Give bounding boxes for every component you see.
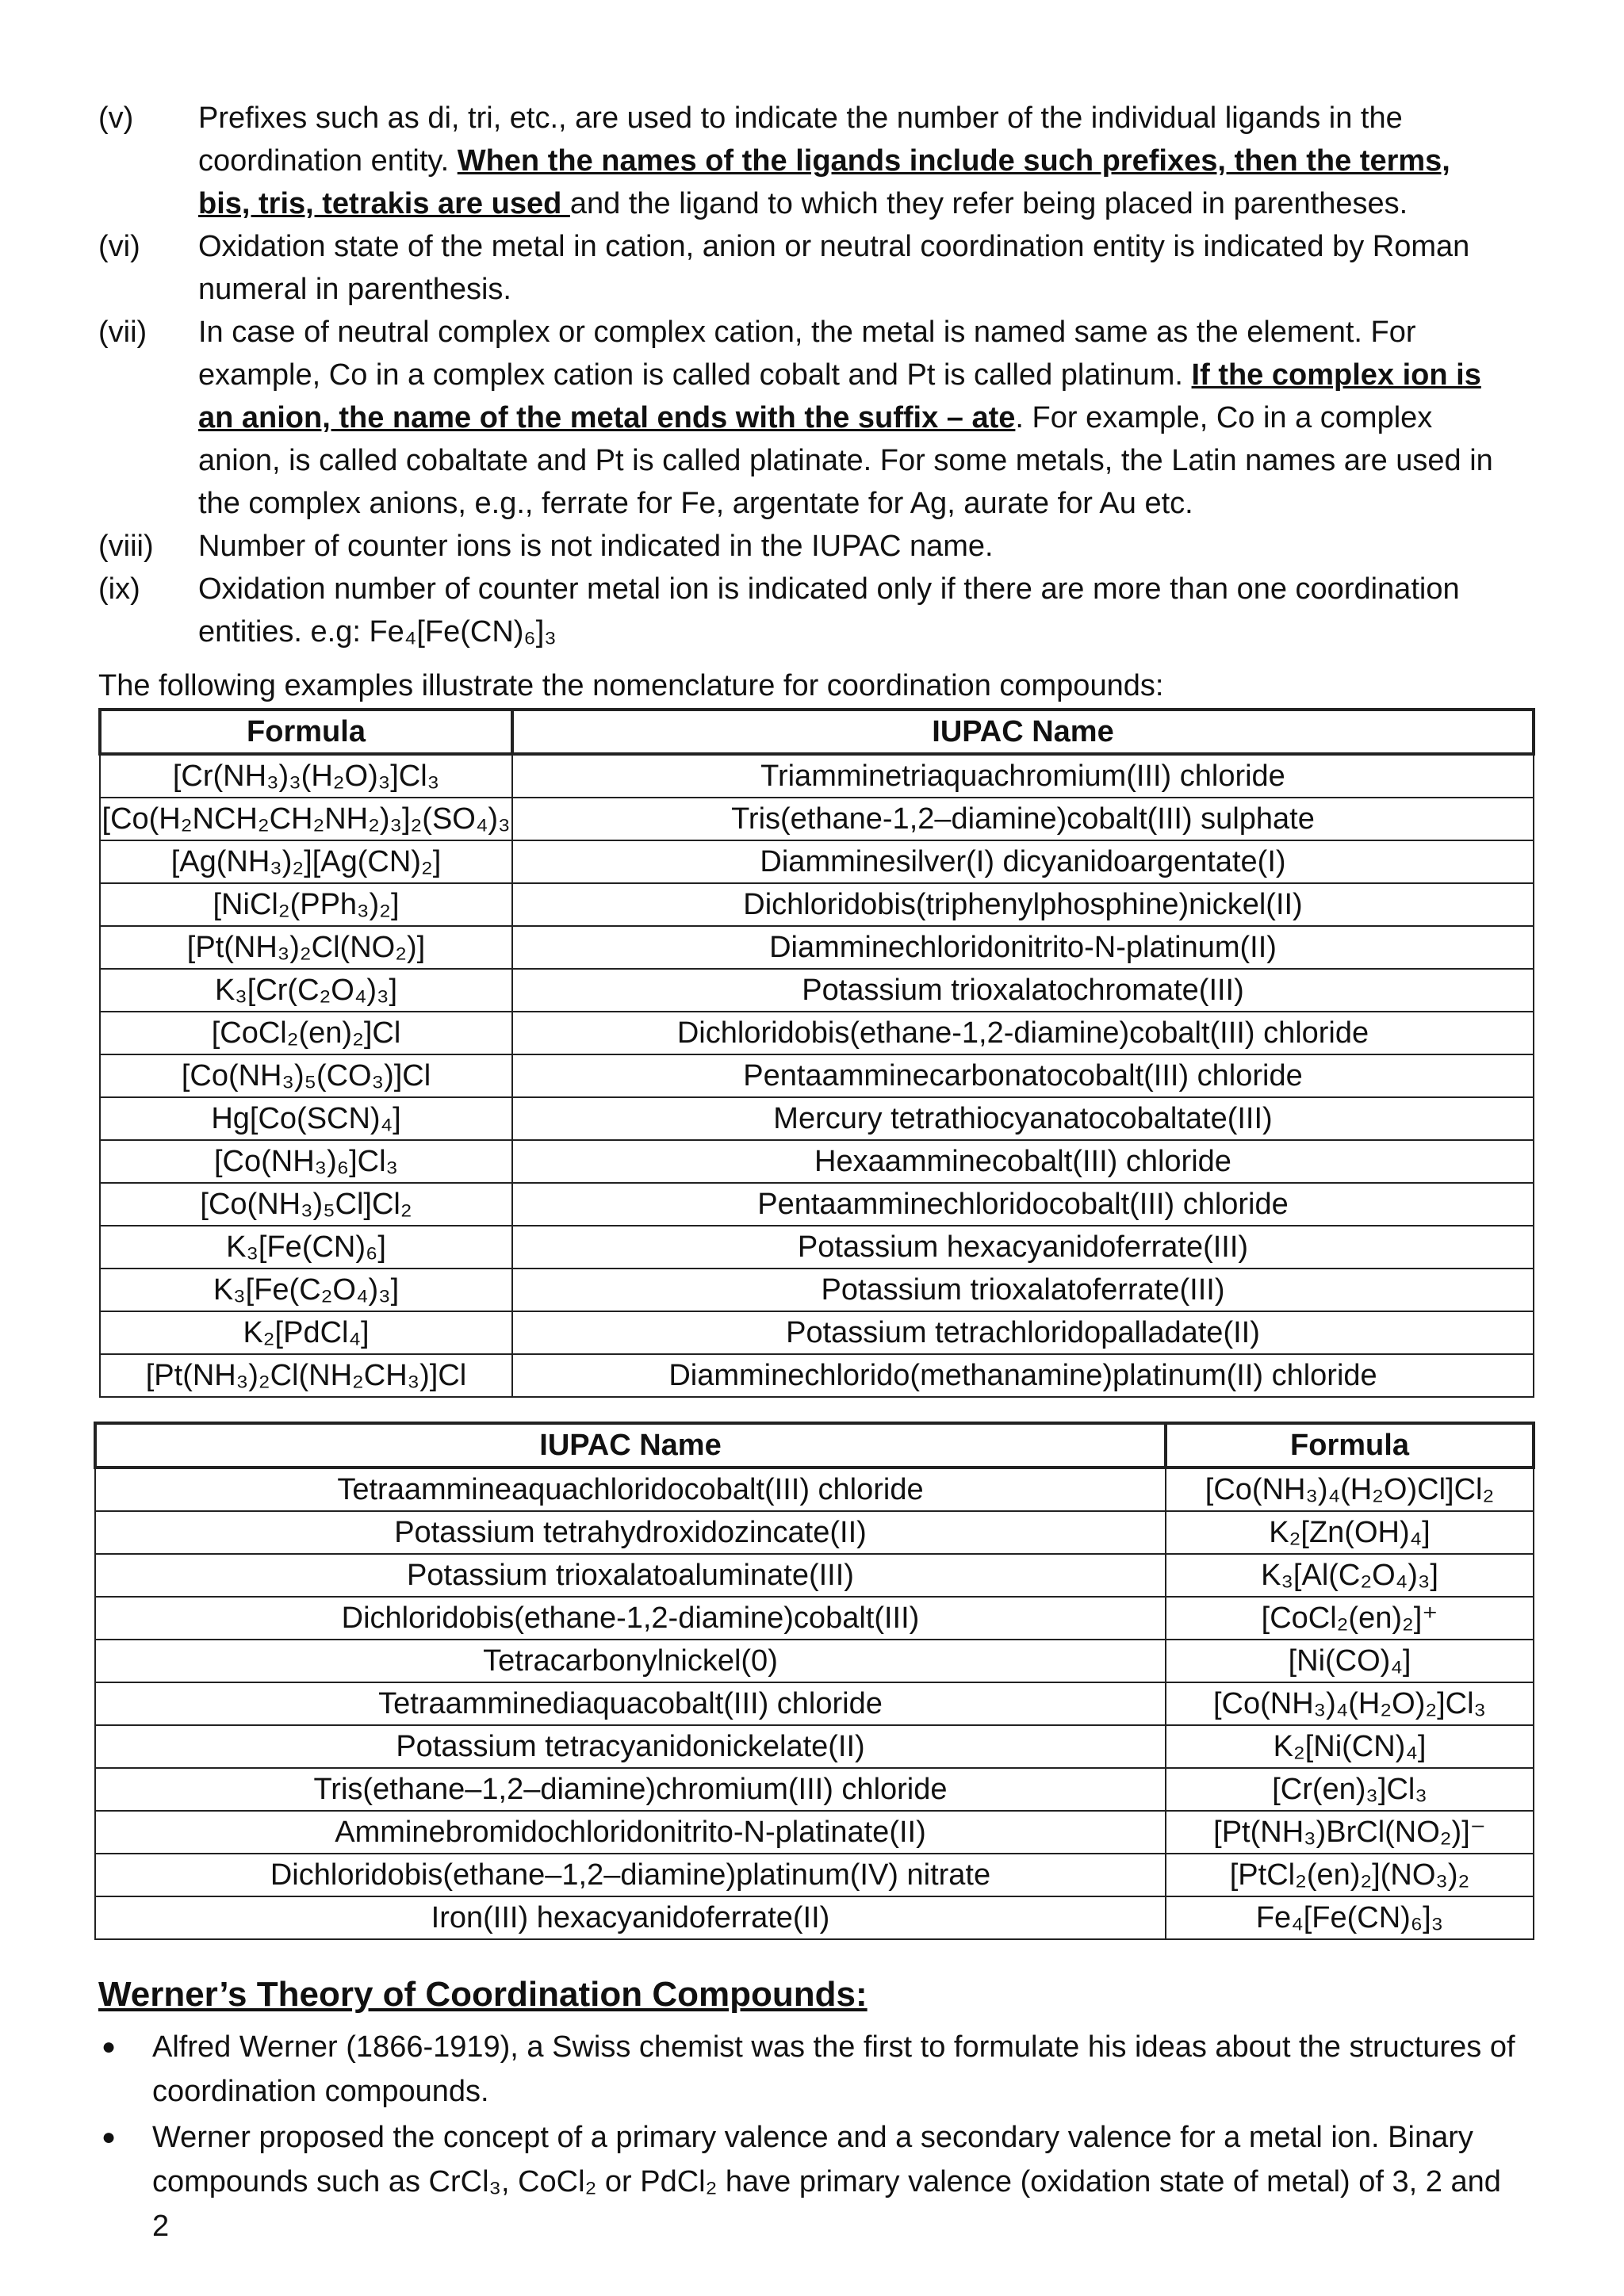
table-cell: K₃[Al(C₂O₄)₃]: [1166, 1554, 1534, 1597]
table-cell: [CoCl₂(en)₂]Cl: [100, 1012, 512, 1054]
table-cell: [Co(NH₃)₅Cl]Cl₂: [100, 1183, 512, 1226]
table-body: [95, 1468, 1534, 1939]
rule-number: (ix): [98, 572, 140, 606]
table-cell: [Pt(NH₃)₂Cl(NO₂)]: [100, 926, 512, 969]
table-row: [100, 1140, 1534, 1183]
table-cell: Hexaamminecobalt(III) chloride: [512, 1140, 1534, 1183]
table-cell: [PtCl₂(en)₂](NO₃)₂: [1166, 1854, 1534, 1896]
rule-number: (v): [98, 101, 134, 135]
table-row: [100, 1226, 1534, 1269]
rule-text: Oxidation state of the metal in cation, anion or neutral coordination entity is indicated by Roman numeral in parenthesis.: [198, 230, 1470, 306]
table-row: [100, 840, 1534, 883]
table-row: [100, 883, 1534, 926]
rule-item: [98, 311, 1510, 525]
table-cell: [Co(NH₃)₆]Cl₃: [100, 1140, 512, 1183]
rule-item: [98, 225, 1510, 311]
table-cell: Potassium trioxalatoferrate(III): [512, 1269, 1534, 1311]
emphasized-text: When the names of the ligands include such prefixes, then the terms, bis, tris, tetrakis are used: [198, 144, 1450, 220]
emphasized-text: If the complex ion is an anion, the name of the metal ends with the suffix – ate: [198, 358, 1481, 434]
table-cell: K₃[Cr(C₂O₄)₃]: [100, 969, 512, 1012]
table-cell: Potassium trioxalatoaluminate(III): [95, 1554, 1166, 1597]
table-cell: Iron(III) hexacyanidoferrate(II): [95, 1896, 1166, 1939]
table-row: [95, 1511, 1534, 1554]
table-row: [100, 1097, 1534, 1140]
table-cell: [Pt(NH₃)BrCl(NO₂)]⁻: [1166, 1811, 1534, 1854]
table-row: [100, 1183, 1534, 1226]
table-cell: K₃[Fe(C₂O₄)₃]: [100, 1269, 512, 1311]
table-row: [100, 1054, 1534, 1097]
table-row: [100, 754, 1534, 798]
table-cell: Diamminechlorido(methanamine)platinum(II) chloride: [512, 1354, 1534, 1397]
bullet-text: Alfred Werner (1866-1919), a Swiss chemist was the first to formulate his ideas about the structures of coordination compounds.: [152, 2030, 1515, 2108]
table-cell: [Cr(en)₃]Cl₃: [1166, 1768, 1534, 1811]
table-cell: Tris(ethane–1,2–diamine)chromium(III) chloride: [95, 1768, 1166, 1811]
table-cell: Amminebromidochloridonitrito-N-platinate(II): [95, 1811, 1166, 1854]
table-row: [100, 1354, 1534, 1397]
bullet-icon: ●: [102, 2034, 117, 2060]
table-cell: Tetraamminediaquacobalt(III) chloride: [95, 1682, 1166, 1725]
column-header-iupac-name: IUPAC Name: [95, 1423, 1166, 1468]
name-to-formula-table: [94, 1422, 1535, 1940]
table-cell: Tetraammineaquachloridocobalt(III) chloride: [95, 1468, 1166, 1511]
table-cell: Potassium trioxalatochromate(III): [512, 969, 1534, 1012]
table-row: [100, 798, 1534, 840]
table-cell: Tris(ethane-1,2–diamine)cobalt(III) sulphate: [512, 798, 1534, 840]
table-row: [95, 1811, 1534, 1854]
table-row: [95, 1682, 1534, 1725]
table-row: [100, 969, 1534, 1012]
table-row: [95, 1468, 1534, 1511]
table-cell: Potassium tetracyanidonickelate(II): [95, 1725, 1166, 1768]
rule-item: [98, 525, 1510, 568]
rule-item: [98, 97, 1510, 225]
table-row: [100, 1269, 1534, 1311]
table-row: [95, 1896, 1534, 1939]
table-row: [100, 926, 1534, 969]
table-cell: [Co(NH₃)₄(H₂O)₂]Cl₃: [1166, 1682, 1534, 1725]
table-row: [95, 1725, 1534, 1768]
bullet-item: [98, 2115, 1526, 2248]
table-cell: Hg[Co(SCN)₄]: [100, 1097, 512, 1140]
table-cell: [Co(NH₃)₅(CO₃)]Cl: [100, 1054, 512, 1097]
rule-number: (viii): [98, 530, 154, 563]
rule-item: [98, 568, 1510, 653]
column-header-formula: Formula: [100, 710, 512, 754]
table-cell: Pentaamminecarbonatocobalt(III) chloride: [512, 1054, 1534, 1097]
rule-number: (vi): [98, 230, 140, 263]
table-cell: Potassium hexacyanidoferrate(III): [512, 1226, 1534, 1269]
table-cell: [Co(NH₃)₄(H₂O)Cl]Cl₂: [1166, 1468, 1534, 1511]
examples-intro: The following examples illustrate the nomenclature for coordination compounds:: [98, 669, 1164, 702]
table-row: [95, 1640, 1534, 1682]
formula-to-name-table: [98, 708, 1535, 1398]
rule-text: Number of counter ions is not indicated in the IUPAC name.: [198, 530, 994, 563]
rule-text: In case of neutral complex or complex cation, the metal is named same as the element. For example, Co in a complex cation is called cobalt and Pt is called platinum. If the complex ion is an anion, the name of the metal ends with the suffix – ate. For example, Co in a complex anion, is called cobaltate and Pt is called platinate. For some metals, the Latin names are used in the complex anions, e.g., ferrate for Fe, argentate for Ag, aurate for Au etc.: [198, 316, 1493, 520]
bullet-text: Werner proposed the concept of a primary valence and a secondary valence for a metal ion. Binary compounds such as CrCl₃, CoCl₂ or PdCl₂ have primary valence (oxidation state of metal) of 3, 2 and 2: [152, 2121, 1501, 2243]
table-cell: K₃[Fe(CN)₆]: [100, 1226, 512, 1269]
table-row: [95, 1768, 1534, 1811]
table-cell: [Ni(CO)₄]: [1166, 1640, 1534, 1682]
table-cell: Diamminechloridonitrito-N-platinum(II): [512, 926, 1534, 969]
table-cell: Triamminetriaquachromium(III) chloride: [512, 754, 1534, 798]
table-cell: [Cr(NH₃)₃(H₂O)₃]Cl₃: [100, 754, 512, 798]
table-row: [95, 1597, 1534, 1640]
table-cell: Pentaamminechloridocobalt(III) chloride: [512, 1183, 1534, 1226]
table-cell: Diamminesilver(I) dicyanidoargentate(I): [512, 840, 1534, 883]
section-heading: Werner’s Theory of Coordination Compounds:: [98, 1975, 868, 2014]
table-cell: Mercury tetrathiocyanatocobaltate(III): [512, 1097, 1534, 1140]
bullet-icon: ●: [102, 2124, 117, 2150]
table-cell: Potassium tetrachloridopalladate(II): [512, 1311, 1534, 1354]
table-row: [100, 1012, 1534, 1054]
table-cell: Dichloridobis(triphenylphosphine)nickel(II): [512, 883, 1534, 926]
nomenclature-rules: [98, 97, 1510, 653]
column-header-iupac-name: IUPAC Name: [512, 710, 1534, 754]
table-row: [100, 1311, 1534, 1354]
table-cell: Potassium tetrahydroxidozincate(II): [95, 1511, 1166, 1554]
table-cell: Dichloridobis(ethane-1,2-diamine)cobalt(III): [95, 1597, 1166, 1640]
table-cell: K₂[Ni(CN)₄]: [1166, 1725, 1534, 1768]
column-header-formula: Formula: [1166, 1423, 1534, 1468]
table-body: [100, 754, 1534, 1397]
table-cell: [Co(H₂NCH₂CH₂NH₂)₃]₂(SO₄)₃: [100, 798, 512, 840]
bullet-item: [98, 2025, 1526, 2114]
table-cell: [CoCl₂(en)₂]⁺: [1166, 1597, 1534, 1640]
rule-number: (vii): [98, 316, 147, 349]
table-cell: Dichloridobis(ethane–1,2–diamine)platinum(IV) nitrate: [95, 1854, 1166, 1896]
table-cell: [Ag(NH₃)₂][Ag(CN)₂]: [100, 840, 512, 883]
table-cell: Dichloridobis(ethane-1,2-diamine)cobalt(III) chloride: [512, 1012, 1534, 1054]
table-cell: [Pt(NH₃)₂Cl(NH₂CH₃)]Cl: [100, 1354, 512, 1397]
table-cell: K₂[PdCl₄]: [100, 1311, 512, 1354]
table-cell: K₂[Zn(OH)₄]: [1166, 1511, 1534, 1554]
table-header-row: [100, 710, 1534, 754]
table-row: [95, 1554, 1534, 1597]
table-row: [95, 1854, 1534, 1896]
table-cell: [NiCl₂(PPh₃)₂]: [100, 883, 512, 926]
table-header-row: [95, 1423, 1534, 1468]
rule-text: Prefixes such as di, tri, etc., are used to indicate the number of the individual ligands in the coordination entity. When the names of the ligands include such prefixes, then the terms, bis, tris, tetrakis are used and the ligand to which they refer being placed in parentheses.: [198, 101, 1450, 220]
table-cell: Tetracarbonylnickel(0): [95, 1640, 1166, 1682]
rule-text: Oxidation number of counter metal ion is indicated only if there are more than one coordination entities. e.g: Fe₄[Fe(CN)₆]₃: [198, 572, 1460, 649]
werner-theory-section: [98, 1969, 1526, 2250]
table-cell: Fe₄[Fe(CN)₆]₃: [1166, 1896, 1534, 1939]
